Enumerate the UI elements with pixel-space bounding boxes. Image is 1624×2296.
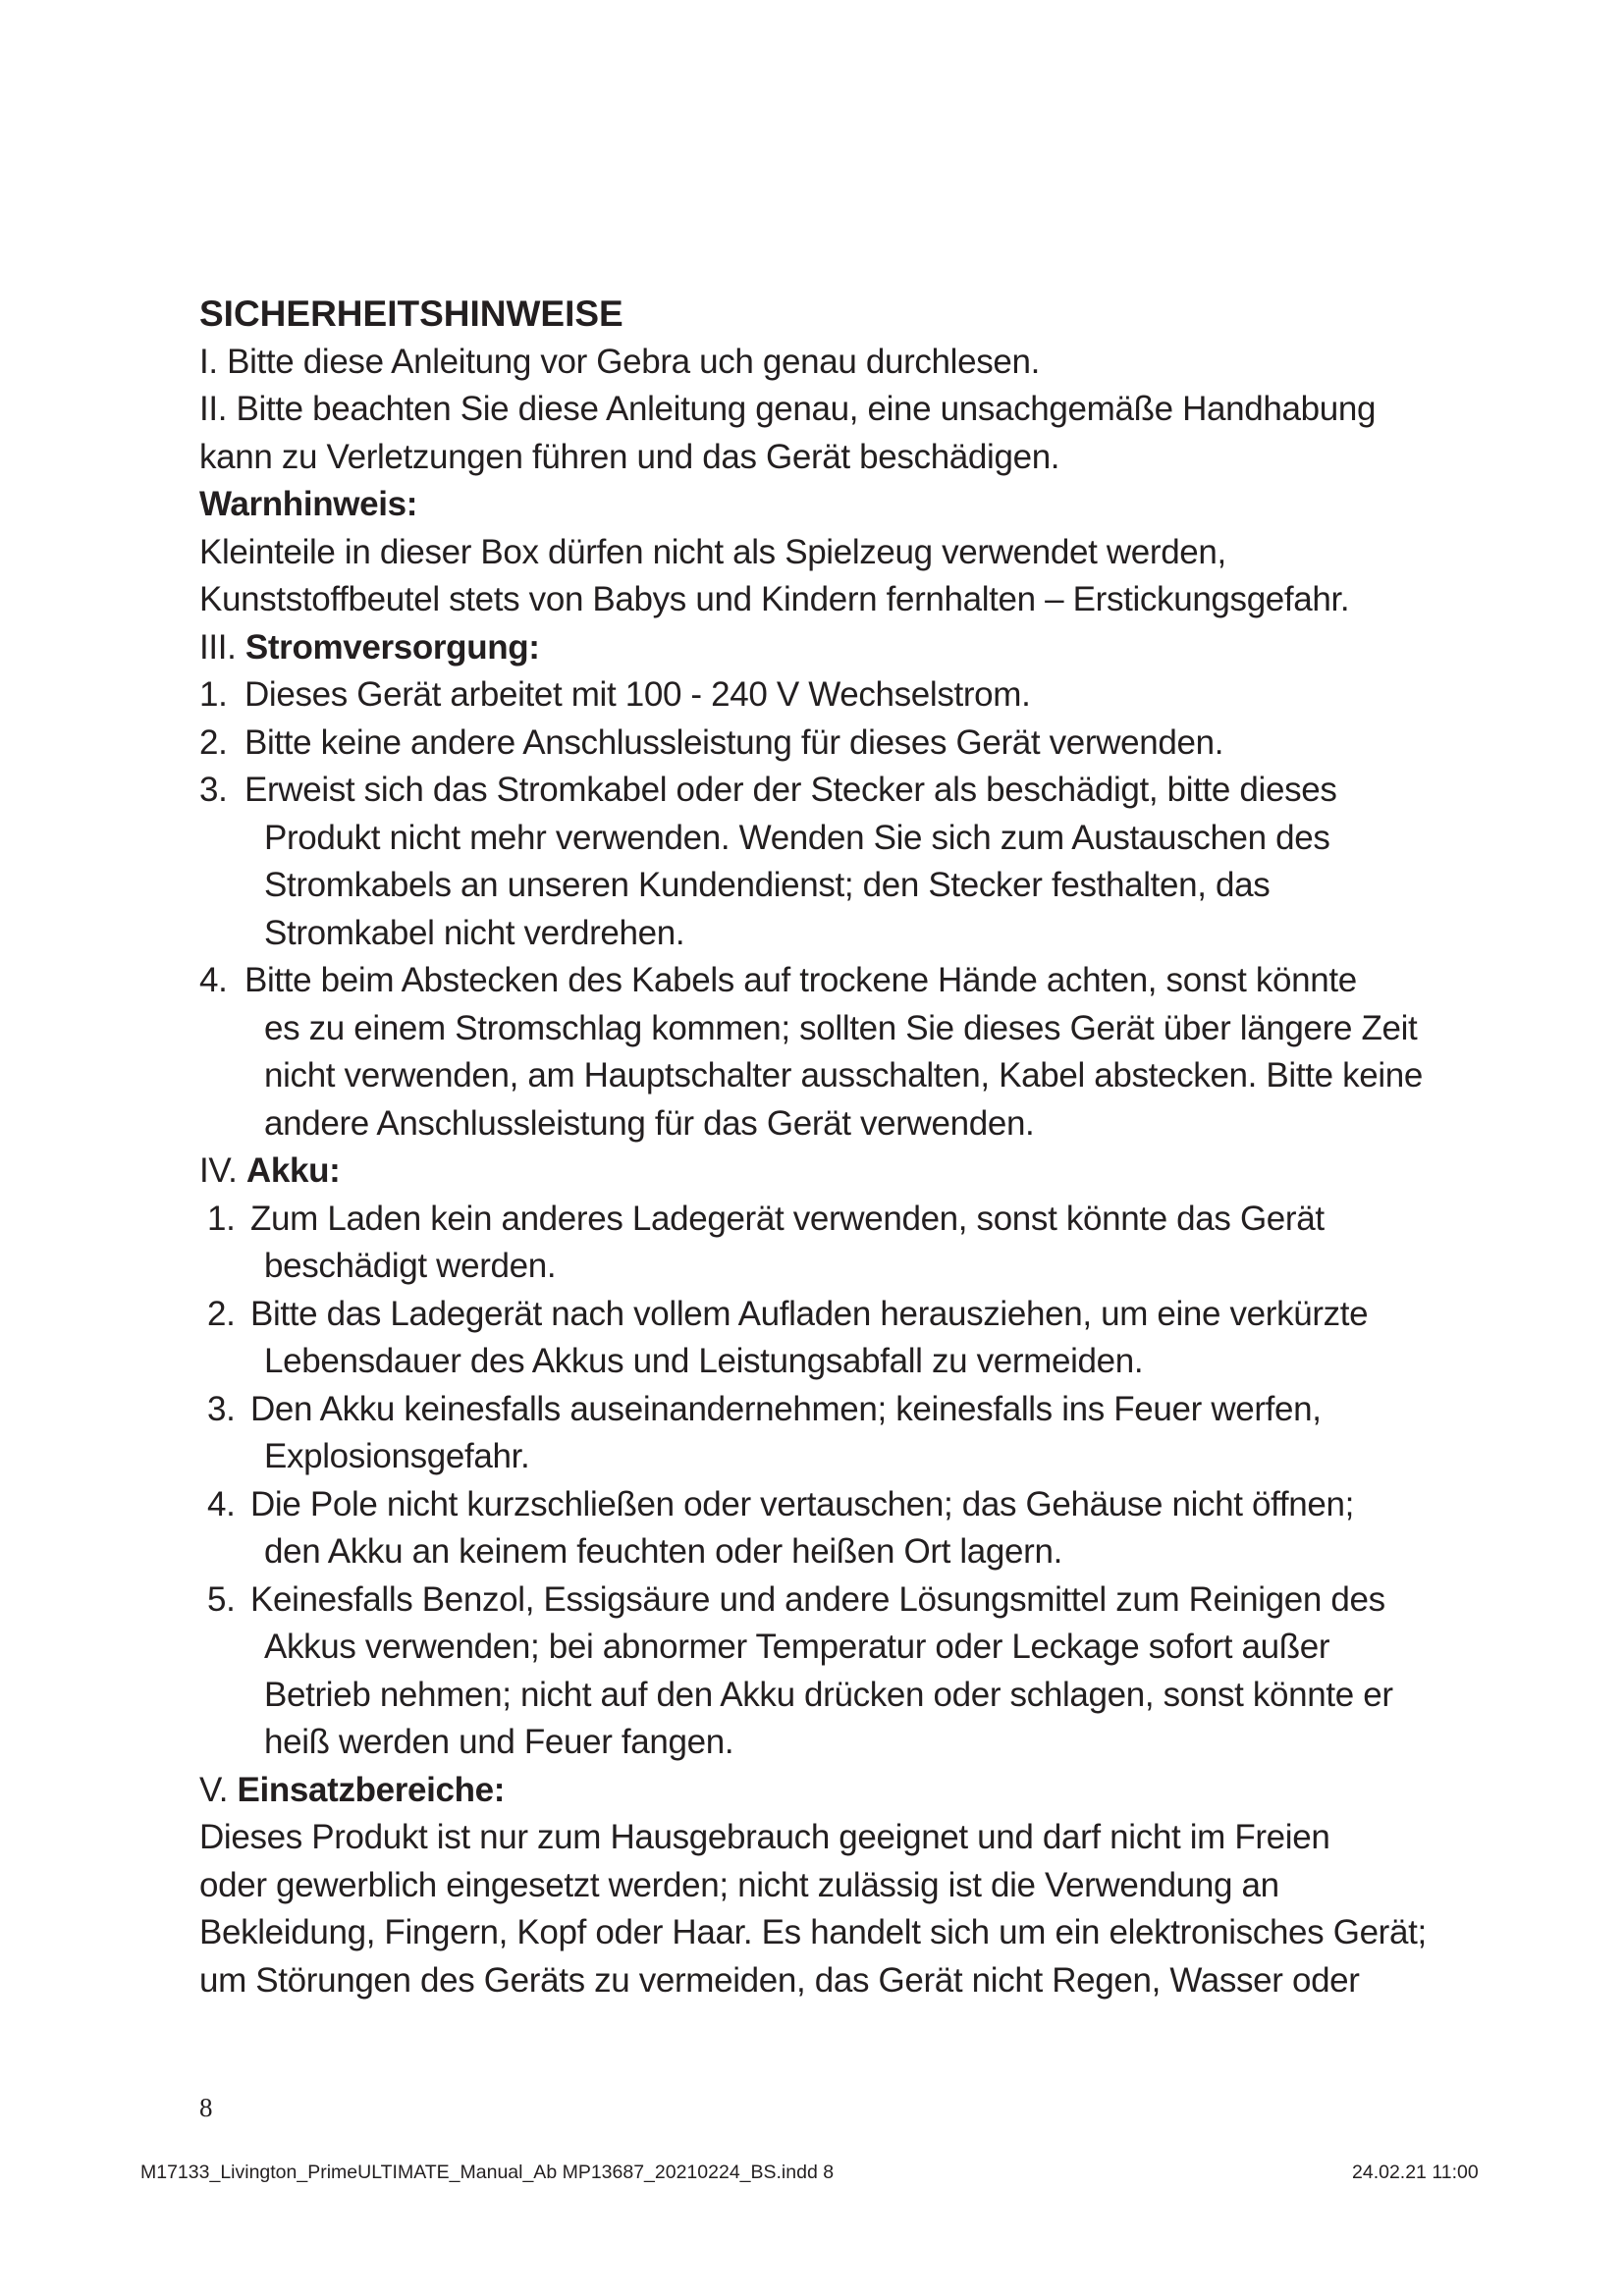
section-power xyxy=(199,624,1476,1148)
section-prefix: V. xyxy=(199,1770,238,1809)
list-text: Bitte beim Abstecken des Kabels auf trockene Hände achten, sonst könnte xyxy=(244,961,1357,999)
warning-line: Kunststoffbeutel stets von Babys und Kindern fernhalten – Erstickungsgefahr. xyxy=(199,580,1350,618)
paragraph-line: um Störungen des Geräts zu vermeiden, das Gerät nicht Regen, Wasser oder xyxy=(199,1960,1360,2000)
section-battery xyxy=(199,1148,1476,1767)
list-item xyxy=(199,767,1476,957)
section-prefix: III. xyxy=(199,627,245,667)
list-text-continued: heiß werden und Feuer fangen. xyxy=(264,1723,734,1761)
paragraph-line: Dieses Produkt ist nur zum Hausgebrauch geeignet und darf nicht im Freien xyxy=(199,1818,1330,1856)
list-number: 2. xyxy=(199,722,228,762)
list-item xyxy=(199,1481,1476,1576)
list-text-continued: Lebensdauer des Akkus und Leistungsabfall zu vermeiden. xyxy=(264,1342,1144,1380)
intro-block xyxy=(199,339,1476,482)
list-item xyxy=(199,1196,1476,1291)
list-text: Dieses Gerät arbeitet mit 100 - 240 V Wechselstrom. xyxy=(244,675,1031,714)
page-title: SICHERHEITSHINWEISE xyxy=(199,294,623,334)
intro-line: kann zu Verletzungen führen und das Gerät beschädigen. xyxy=(199,437,1060,476)
list-text: Die Pole nicht kurzschließen oder vertauschen; das Gehäuse nicht öffnen; xyxy=(250,1484,1354,1523)
warning-line: Kleinteile in dieser Box dürfen nicht als Spielzeug verwendet werden, xyxy=(199,532,1226,571)
list-text: Bitte das Ladegerät nach vollem Aufladen herausziehen, um eine verkürzte xyxy=(250,1294,1369,1333)
section-usage xyxy=(199,1767,1476,2005)
section-heading-text: Stromversorgung: xyxy=(244,627,540,667)
list-item xyxy=(199,1576,1476,1767)
list-text-continued: Explosionsgefahr. xyxy=(264,1437,530,1475)
paragraph-line: Bekleidung, Fingern, Kopf oder Haar. Es handelt sich um ein elektronisches Gerät; xyxy=(199,1913,1427,1951)
section-prefix: IV. xyxy=(199,1151,246,1190)
list-number: 5. xyxy=(207,1579,236,1619)
list-text-continued: den Akku an keinem feuchten oder heißen Ort lagern. xyxy=(264,1532,1062,1571)
list-number: 3. xyxy=(207,1389,236,1428)
list-item xyxy=(199,957,1476,1148)
list-number: 1. xyxy=(199,675,228,714)
list-text-continued: nicht verwenden, am Hauptschalter ausschalten, Kabel abstecken. Bitte keine xyxy=(264,1056,1424,1095)
list-text-continued: andere Anschlussleistung für das Gerät verwenden. xyxy=(264,1103,1035,1143)
paragraph-line: oder gewerblich eingesetzt werden; nicht zulässig ist die Verwendung an xyxy=(199,1865,1279,1904)
list-text-continued: Akkus verwenden; bei abnormer Temperatur oder Leckage sofort außer xyxy=(264,1628,1330,1666)
list-text: Erweist sich das Stromkabel oder der Stecker als beschädigt, bitte dieses xyxy=(244,771,1337,809)
section-heading xyxy=(199,1148,1476,1196)
section-heading xyxy=(199,1767,1476,1815)
list-text: Bitte keine andere Anschlussleistung für dieses Gerät verwenden. xyxy=(244,722,1224,762)
warning-heading: Warnhinweis: xyxy=(199,485,418,523)
section-heading xyxy=(199,624,1476,672)
list-text-continued: beschädigt werden. xyxy=(264,1247,557,1285)
list-item xyxy=(199,1291,1476,1386)
list-number: 3. xyxy=(199,771,228,809)
section-heading-text: Akku: xyxy=(245,1151,341,1190)
list-text-continued: Betrieb nehmen; nicht auf den Akku drücken oder schlagen, sonst könnte er xyxy=(264,1675,1393,1714)
print-slug-datetime: 24.02.21 11:00 xyxy=(1352,2162,1479,2183)
list-number: 4. xyxy=(199,961,228,999)
list-number: 4. xyxy=(207,1484,236,1523)
section-heading-text: Einsatzbereiche: xyxy=(237,1770,506,1809)
list-text: Keinesfalls Benzol, Essigsäure und andere Lösungsmittel zum Reinigen des xyxy=(250,1579,1385,1619)
list-text-continued: Stromkabel nicht verdrehen. xyxy=(264,913,685,952)
list-item xyxy=(199,1386,1476,1481)
warning-block xyxy=(199,481,1476,624)
list-item xyxy=(199,720,1476,768)
list-item xyxy=(199,671,1476,720)
intro-line: I. Bitte diese Anleitung vor Gebra uch genau durchlesen. xyxy=(199,342,1040,381)
page-content xyxy=(199,291,1476,2004)
list-text-continued: Produkt nicht mehr verwenden. Wenden Sie sich zum Austauschen des xyxy=(264,818,1330,857)
list-number: 1. xyxy=(207,1199,236,1238)
list-text-continued: es zu einem Stromschlag kommen; sollten Sie dieses Gerät über längere Zeit xyxy=(264,1008,1418,1047)
print-slug-filename: M17133_Livington_PrimeULTIMATE_Manual_Ab MP13687_20210224_BS.indd 8 xyxy=(140,2162,835,2183)
list-text-continued: Stromkabels an unseren Kundendienst; den Stecker festhalten, das xyxy=(264,866,1271,904)
page-number: 8 xyxy=(199,2093,213,2122)
list-text: Zum Laden kein anderes Ladegerät verwenden, sonst könnte das Gerät xyxy=(250,1199,1325,1238)
intro-line: II. Bitte beachten Sie diese Anleitung genau, eine unsachgemäße Handhabung xyxy=(199,390,1377,428)
list-text: Den Akku keinesfalls auseinandernehmen; keinesfalls ins Feuer werfen, xyxy=(250,1389,1322,1428)
list-number: 2. xyxy=(207,1294,236,1333)
